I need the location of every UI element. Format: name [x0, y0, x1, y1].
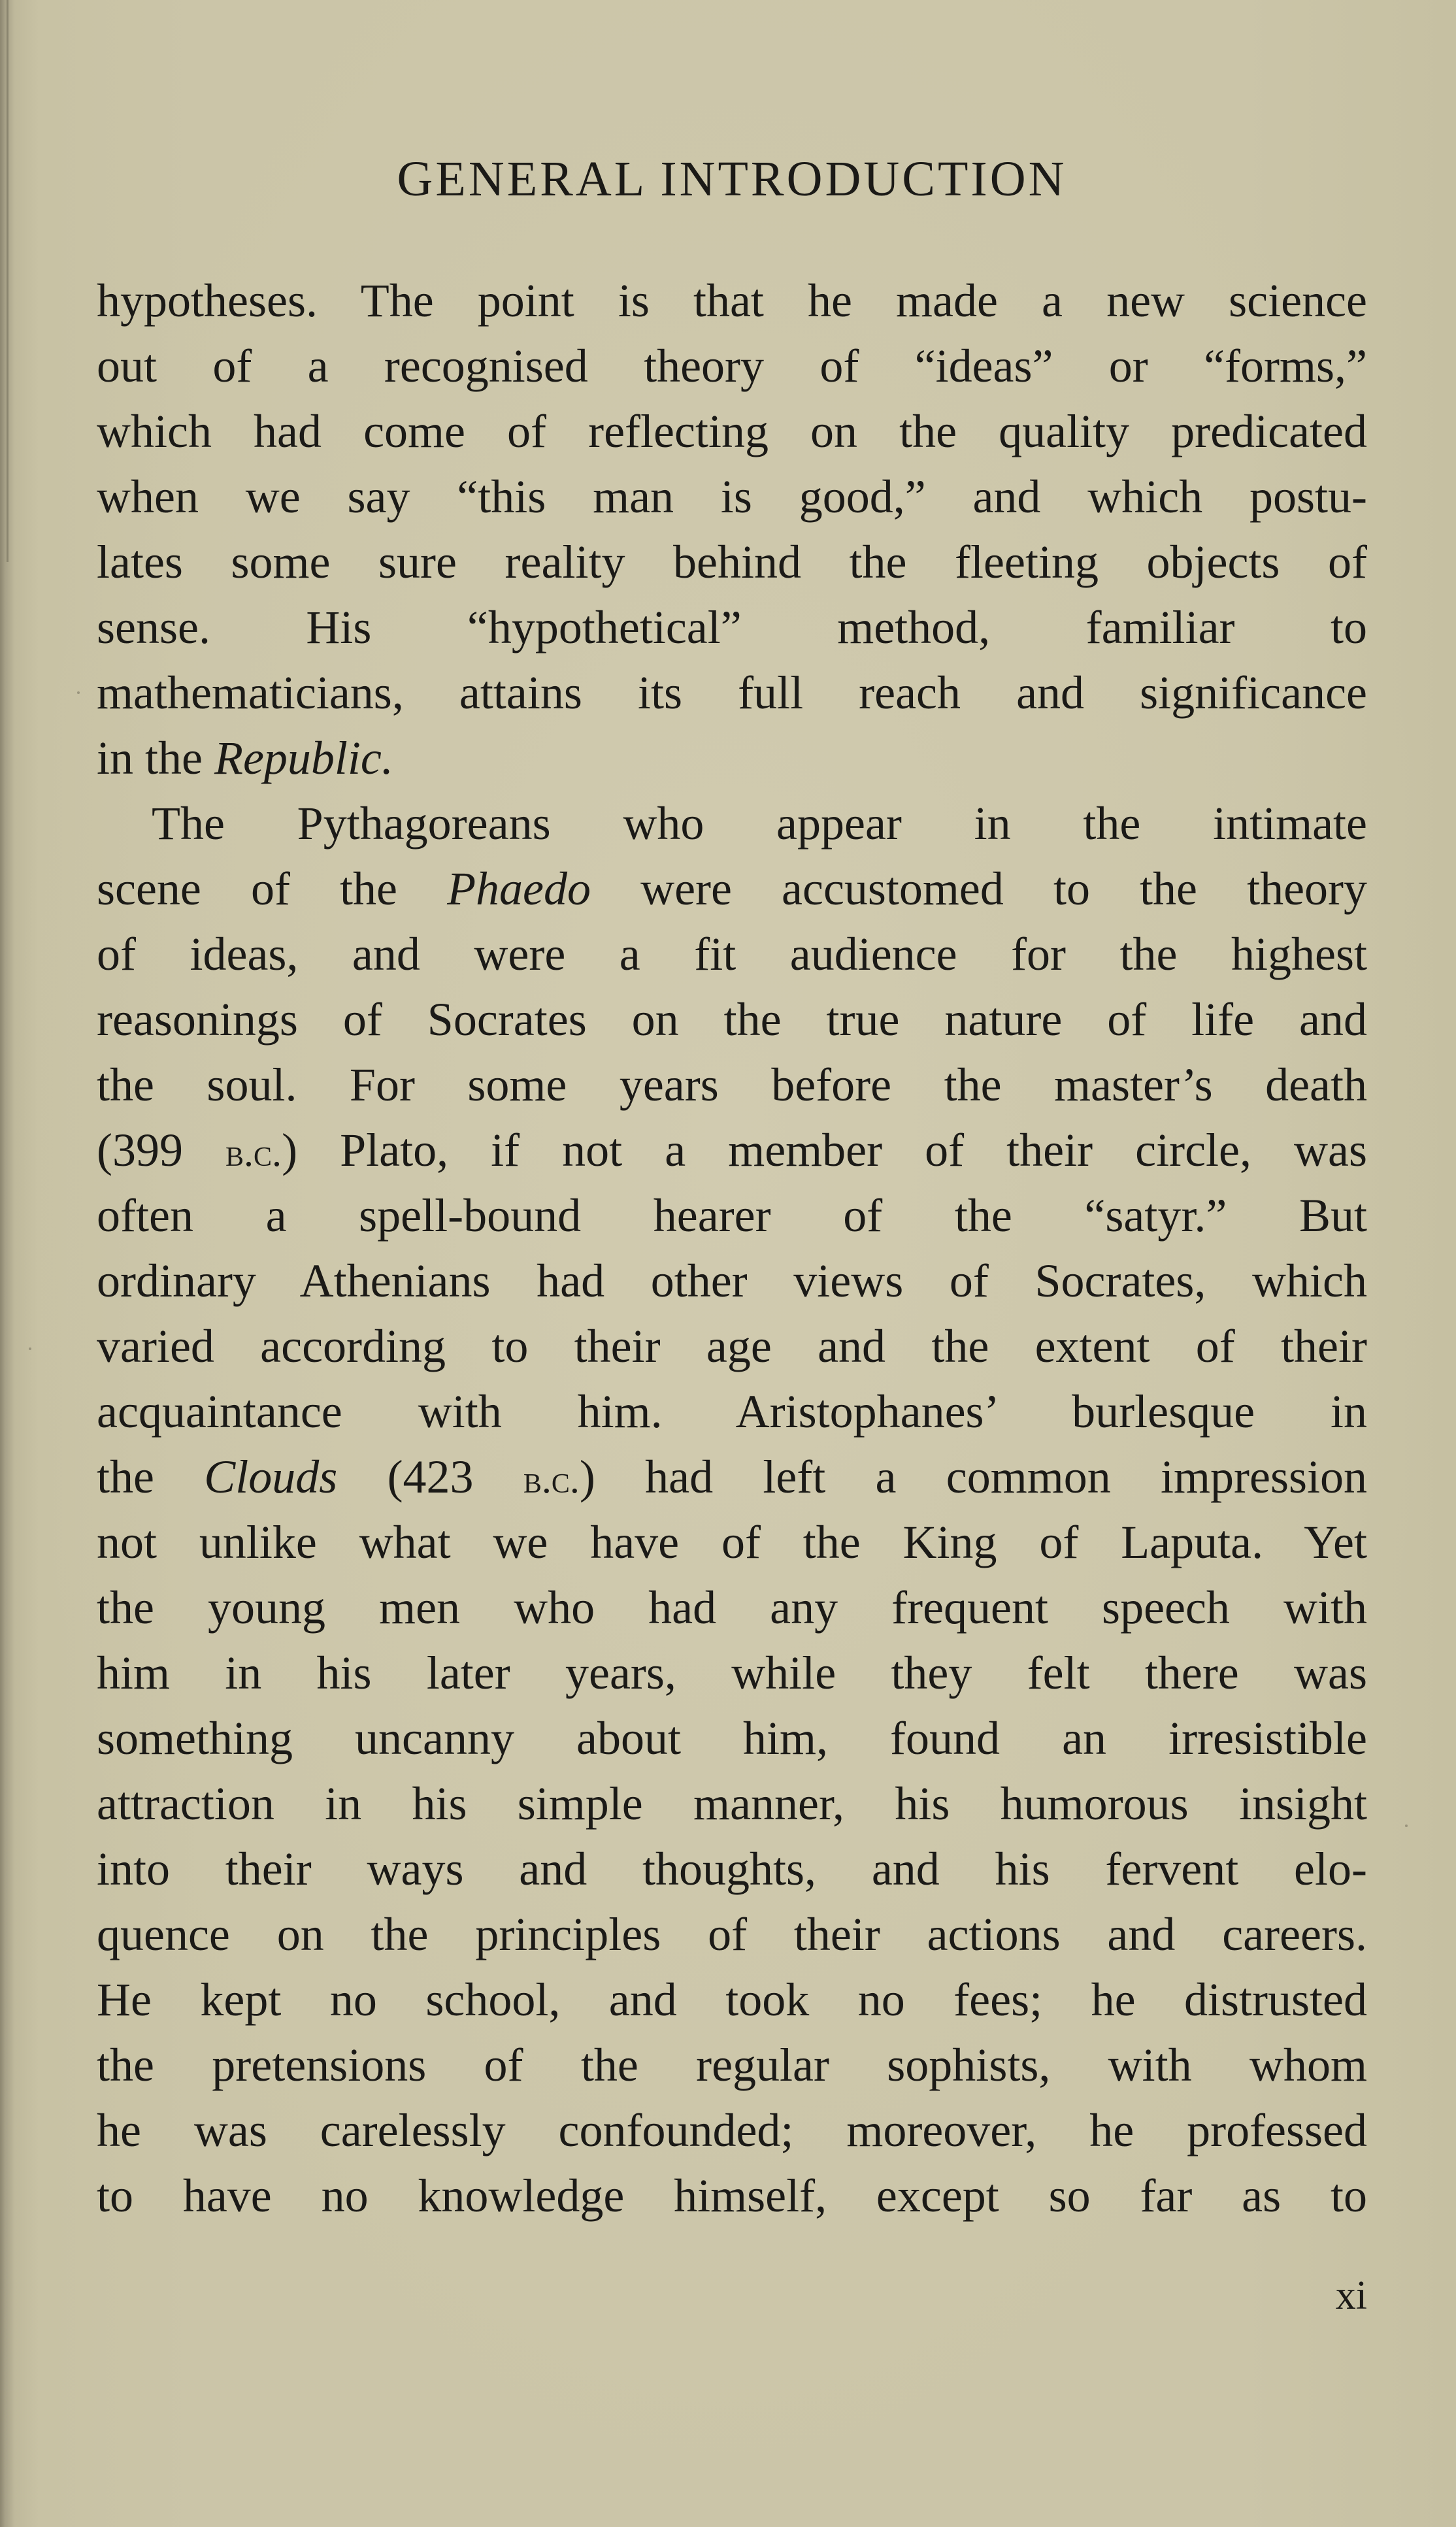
paper-speck — [1405, 1825, 1408, 1827]
paper-speck — [29, 1347, 31, 1350]
page-edge-line — [7, 0, 8, 562]
text-line: he was carelessly confounded; moreover, he professed — [97, 2104, 1367, 2156]
text-line: the soul. For some years before the master’s death — [97, 1059, 1367, 1111]
paper-speck — [77, 691, 80, 694]
text-line: him in his later years, while they felt there was — [97, 1647, 1367, 1699]
title-clouds: Clouds — [204, 1451, 338, 1503]
era-abbreviation: b.c. — [523, 1458, 580, 1501]
text-line: ordinary Athenians had other views of Socrates, which — [97, 1255, 1367, 1307]
text-segment: were accustomed to the theory — [591, 863, 1368, 915]
running-head: GENERAL INTRODUCTION — [397, 152, 1067, 206]
text-line: something uncanny about him, found an irresistible — [97, 1712, 1367, 1764]
title-republic: Republic. — [214, 732, 393, 784]
text-line: not unlike what we have of the King of Laputa. Yet — [97, 1516, 1367, 1568]
text-line — [97, 863, 1368, 915]
text-line — [97, 1124, 1367, 1176]
page-number: xi — [1335, 2273, 1367, 2318]
text-line: quence on the principles of their actions and careers. — [97, 1908, 1367, 1960]
text-segment: in the — [97, 732, 203, 784]
text-line: mathematicians, attains its full reach and significance — [97, 667, 1367, 719]
text-segment: (423 — [337, 1451, 523, 1503]
text-line: He kept no school, and took no fees; he distrusted — [97, 1974, 1367, 2026]
paragraph-first-line: The Pythagoreans who appear in the intimate — [152, 797, 1367, 850]
text-segment: the — [97, 1451, 154, 1503]
text-line — [97, 1451, 1368, 1503]
text-line: out of a recognised theory of “ideas” or “forms,” — [97, 340, 1367, 392]
text-line: varied according to their age and the extent of their — [97, 1320, 1367, 1372]
title-phaedo: Phaedo — [447, 863, 591, 915]
text-line: attraction in his simple manner, his humorous insight — [97, 1777, 1367, 1830]
text-line: lates some sure reality behind the fleeting objects of — [97, 536, 1367, 588]
text-line — [97, 732, 1367, 784]
text-line: of ideas, and were a fit audience for the highest — [97, 928, 1367, 980]
text-segment: ) Plato, if not a member of their circle, was — [282, 1124, 1367, 1176]
text-line: into their ways and thoughts, and his fervent elo- — [97, 1843, 1367, 1895]
text-line: to have no knowledge himself, except so far as to — [97, 2170, 1367, 2222]
text-segment: (399 — [97, 1124, 183, 1176]
text-line: reasonings of Socrates on the true nature of life and — [97, 993, 1367, 1046]
text-segment: ) had left a common impression — [579, 1451, 1368, 1503]
era-abbreviation: b.c. — [225, 1131, 282, 1174]
text-line: which had come of reflecting on the quality predicated — [97, 405, 1367, 457]
text-line: acquaintance with him. Aristophanes’ burlesque in — [97, 1385, 1367, 1438]
text-line: hypotheses. The point is that he made a new science — [97, 274, 1367, 327]
text-line: the young men who had any frequent speech with — [97, 1581, 1367, 1634]
text-line: when we say “this man is good,” and which postu- — [97, 471, 1367, 523]
text-line: often a spell-bound hearer of the “satyr.” But — [97, 1189, 1367, 1242]
text-line: sense. His “hypothetical” method, familiar to — [97, 601, 1367, 653]
text-segment: scene of the — [97, 863, 397, 915]
text-line: the pretensions of the regular sophists, with whom — [97, 2039, 1367, 2091]
